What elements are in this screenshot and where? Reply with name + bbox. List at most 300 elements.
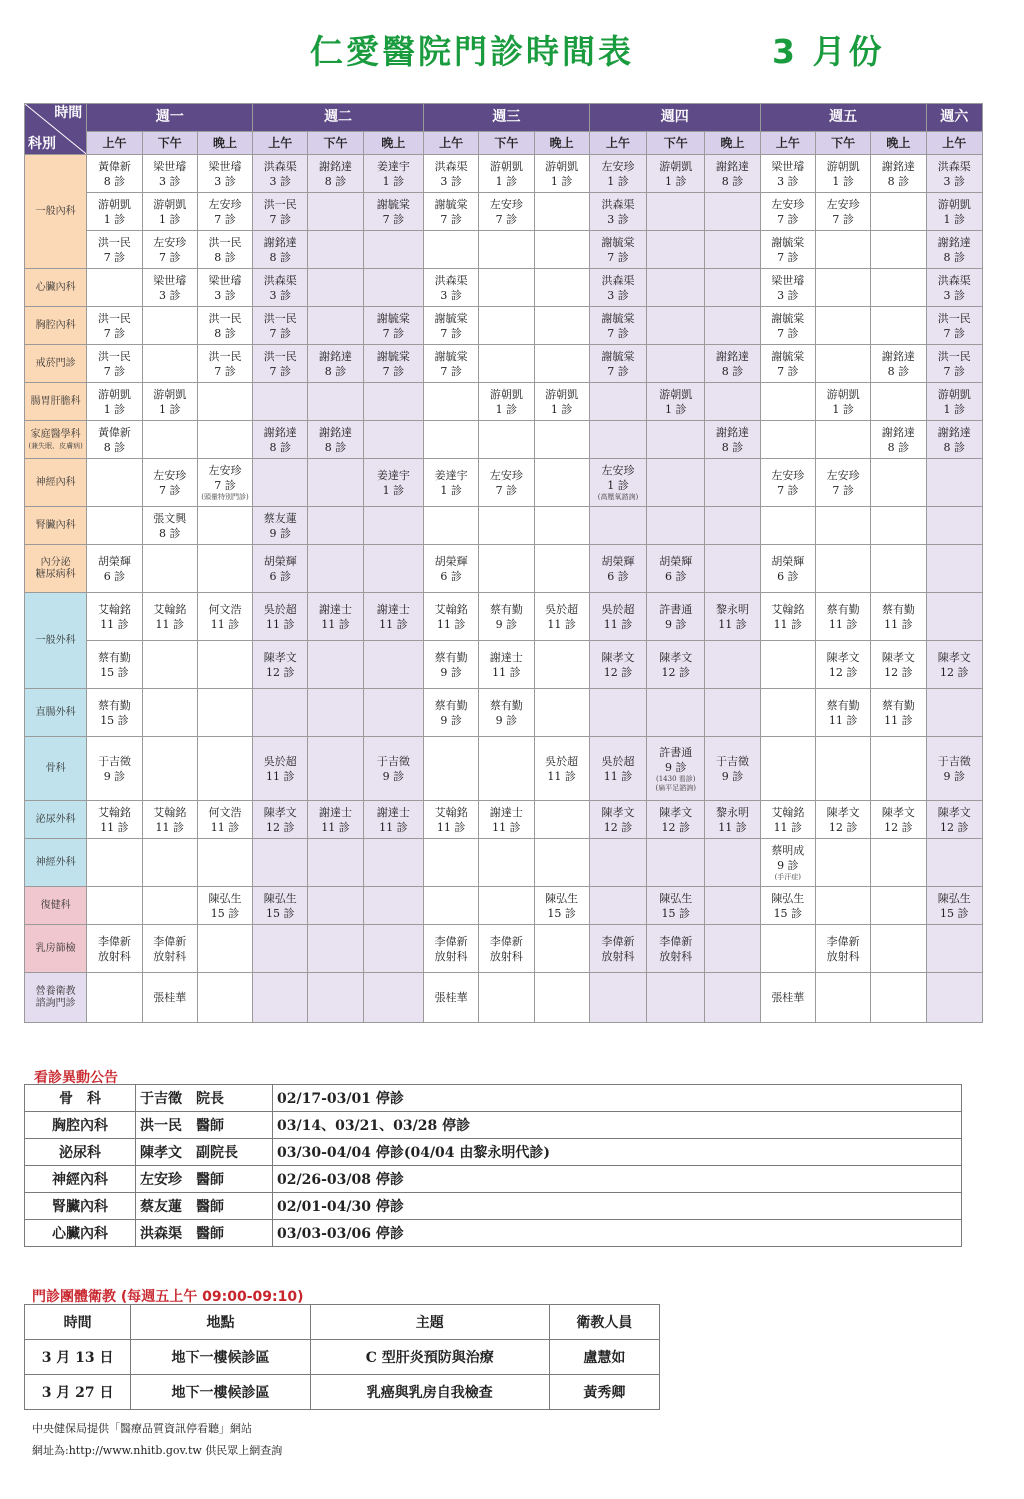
dept-label <box>25 973 87 1023</box>
slot <box>815 459 870 507</box>
slot <box>87 925 142 973</box>
doctor-name: 姜達宇 <box>376 159 410 173</box>
room-label: 1 診 <box>382 174 405 188</box>
slot <box>647 545 705 593</box>
dept-label: 腎臟內科 <box>25 507 87 545</box>
slot <box>589 459 646 507</box>
room-label: 3 診 <box>607 288 629 302</box>
session-header: 下午 <box>815 132 870 155</box>
session-header: 上午 <box>253 132 308 155</box>
slot <box>363 641 423 689</box>
slot <box>705 973 760 1023</box>
slot <box>197 839 252 887</box>
slot <box>589 737 646 801</box>
room-label: 8 診 <box>887 364 910 378</box>
table-cell: 骨 科 <box>25 1085 136 1112</box>
session-header: 晚上 <box>363 132 423 155</box>
slot <box>87 545 142 593</box>
slot <box>363 925 423 973</box>
doctor-name: 左安珍 <box>826 468 860 482</box>
slot <box>253 973 308 1023</box>
room-label: 9 診 <box>269 526 292 540</box>
doctor-name: 游朝凱 <box>659 387 693 401</box>
doctor-name: 謝銘達 <box>263 425 297 439</box>
dept-label <box>25 421 87 459</box>
room-label: 7 診 <box>269 364 292 378</box>
slot <box>479 973 534 1023</box>
notice-row <box>25 1193 962 1220</box>
room-label: 7 診 <box>214 212 236 226</box>
doctor-name: 洪森渠 <box>434 159 468 173</box>
room-label: 7 診 <box>440 326 462 340</box>
slot <box>363 231 423 269</box>
slot <box>926 689 982 737</box>
slot <box>87 155 142 193</box>
slot-note: (頭暈特別門診) <box>201 493 249 501</box>
room-label: 放射科 <box>434 949 468 963</box>
slot <box>308 689 363 737</box>
table-cell: 胸腔內科 <box>25 1112 136 1139</box>
room-label: 3 診 <box>440 288 462 302</box>
doctor-name: 陳弘生 <box>263 891 297 905</box>
room-label: 11 診 <box>603 617 633 631</box>
room-label: 3 診 <box>214 174 236 188</box>
slot <box>142 507 197 545</box>
room-label: 9 診 <box>777 859 799 872</box>
doctor-name: 洪森渠 <box>601 273 635 287</box>
slot <box>589 545 646 593</box>
room-label: 8 診 <box>269 250 292 264</box>
table-cell: 陳孝文 副院長 <box>136 1139 273 1166</box>
session-header: 下午 <box>479 132 534 155</box>
room-label: 3 診 <box>607 212 629 226</box>
slot <box>705 193 760 231</box>
slot <box>534 507 589 545</box>
slot <box>479 269 534 307</box>
slot <box>815 383 870 421</box>
room-label: 15 診 <box>773 906 803 920</box>
slot <box>363 307 423 345</box>
room-label: 8 診 <box>887 174 910 188</box>
slot <box>647 887 705 925</box>
slot <box>363 689 423 737</box>
room-label: 11 診 <box>266 769 295 783</box>
slot <box>871 737 926 801</box>
doctor-name: 陳孝文 <box>937 805 971 819</box>
slot <box>534 887 589 925</box>
doctor-name: 洪一民 <box>263 311 297 325</box>
room-label: 12 診 <box>828 665 858 679</box>
doctor-name: 艾翰銘 <box>771 602 805 616</box>
doctor-name: 左安珍 <box>601 464 635 477</box>
slot <box>87 887 142 925</box>
slot <box>705 887 760 925</box>
session-header: 晚上 <box>534 132 589 155</box>
room-label: 11 診 <box>603 769 633 783</box>
room-label: 11 診 <box>155 617 184 631</box>
slot <box>424 269 479 307</box>
room-label: 1 診 <box>607 479 629 492</box>
doctor-name: 梁世璿 <box>771 159 805 173</box>
slot <box>197 737 252 801</box>
room-label: 11 診 <box>718 617 747 631</box>
slot <box>815 925 870 973</box>
notice-row <box>25 1166 962 1193</box>
doctor-name: 陳孝文 <box>659 650 693 664</box>
room-label: 8 診 <box>103 440 126 454</box>
table-cell: 腎臟內科 <box>25 1193 136 1220</box>
doctor-name: 張桂華 <box>771 991 805 1004</box>
slot <box>647 507 705 545</box>
table-cell: 02/01-04/30 停診 <box>273 1193 962 1220</box>
slot <box>760 231 815 269</box>
slot <box>424 383 479 421</box>
session-header: 上午 <box>926 132 982 155</box>
slot <box>534 421 589 459</box>
slot <box>363 421 423 459</box>
doctor-name: 蔡有勤 <box>826 698 860 712</box>
slot <box>308 801 363 839</box>
slot <box>705 545 760 593</box>
doctor-name: 游朝凱 <box>97 197 131 211</box>
doctor-name: 內分泌 <box>40 556 71 568</box>
slot <box>815 307 870 345</box>
doctor-name: 洪一民 <box>208 311 242 325</box>
dept-label <box>25 545 87 593</box>
doctor-name: 胡榮輝 <box>771 554 805 568</box>
doctor-name: 謝銘達 <box>716 349 750 363</box>
slot <box>760 801 815 839</box>
room-label: 7 診 <box>103 364 126 378</box>
slot <box>760 689 815 737</box>
room-label: 3 診 <box>269 174 292 188</box>
slot <box>308 839 363 887</box>
doctor-name: 陳弘生 <box>771 891 805 905</box>
slot <box>363 593 423 641</box>
dept-label: 神經外科 <box>25 839 87 887</box>
slot <box>363 193 423 231</box>
doctor-name: 謝銘達 <box>716 425 750 439</box>
slot <box>760 193 815 231</box>
slot <box>647 231 705 269</box>
slot <box>253 421 308 459</box>
doctor-name: 謝銘達 <box>319 349 353 363</box>
room-label: 9 診 <box>440 665 462 679</box>
slot <box>871 193 926 231</box>
slot <box>142 689 197 737</box>
doctor-name: 左安珍 <box>208 464 242 477</box>
slot <box>479 459 534 507</box>
slot <box>871 839 926 887</box>
slot <box>424 925 479 973</box>
slot <box>363 801 423 839</box>
room-label: 8 診 <box>214 250 236 264</box>
title-main: 仁愛醫院門診時間表 <box>310 32 634 71</box>
dept-label: 神經內科 <box>25 459 87 507</box>
corner-time-label: 時間 <box>54 105 83 121</box>
doctor-name: 許書通 <box>659 602 693 616</box>
room-label: 12 診 <box>828 820 858 834</box>
doctor-name: 游朝凱 <box>489 387 523 401</box>
slot <box>253 593 308 641</box>
doctor-name: 吳於超 <box>263 602 297 616</box>
slot <box>253 801 308 839</box>
slot <box>479 421 534 459</box>
slot <box>647 973 705 1023</box>
dept-label: 戒菸門診 <box>25 345 87 383</box>
slot-note: (扁平足諮詢) <box>655 783 696 792</box>
table-cell: 于吉徵 院長 <box>136 1085 273 1112</box>
slot <box>926 887 982 925</box>
slot <box>253 737 308 801</box>
room-label: 8 診 <box>721 174 744 188</box>
table-cell: 03/30-04/04 停診(04/04 由黎永明代診) <box>273 1139 962 1166</box>
slot <box>871 307 926 345</box>
slot <box>534 689 589 737</box>
doctor-name: 吳於超 <box>601 754 635 768</box>
room-label: 11 診 <box>155 820 184 834</box>
room-label: 9 診 <box>721 769 744 783</box>
doctor-name: 蔡有勤 <box>434 650 468 664</box>
slot <box>424 307 479 345</box>
slot <box>534 925 589 973</box>
doctor-name: 梁世璿 <box>208 159 242 173</box>
doctor-name: 左安珍 <box>489 468 523 482</box>
slot <box>647 593 705 641</box>
slot <box>871 421 926 459</box>
room-label: 放射科 <box>153 949 187 963</box>
room-label: 6 診 <box>665 569 687 583</box>
room-label: 8 診 <box>324 364 347 378</box>
table-cell: 地下一樓候診區 <box>131 1340 311 1375</box>
slot <box>87 737 142 801</box>
dept-label: 乳房篩檢 <box>25 925 87 973</box>
room-label: 9 診 <box>103 769 126 783</box>
slot <box>534 155 589 193</box>
slot <box>534 545 589 593</box>
doctor-name: 陳孝文 <box>881 805 915 819</box>
room-label: 8 診 <box>269 440 292 454</box>
room-label: 12 診 <box>603 665 633 679</box>
room-label: 12 診 <box>266 665 295 679</box>
slot <box>760 545 815 593</box>
slot <box>142 459 197 507</box>
slot <box>705 925 760 973</box>
slot <box>871 887 926 925</box>
doctor-name: 梁世璿 <box>153 159 187 173</box>
slot <box>253 925 308 973</box>
slot <box>589 593 646 641</box>
slot <box>815 231 870 269</box>
slot <box>926 801 982 839</box>
slot <box>424 641 479 689</box>
slot <box>705 737 760 801</box>
doctor-name: 洪森渠 <box>601 197 635 211</box>
education-table <box>24 1304 660 1410</box>
slot <box>815 593 870 641</box>
doctor-name: 謝毓棠 <box>376 197 410 211</box>
doctor-name: 左安珍 <box>208 197 242 211</box>
doctor-name: 陳弘生 <box>937 891 971 905</box>
doctor-name: 胡榮輝 <box>659 554 693 568</box>
doctor-name: 蔡有勤 <box>97 650 131 664</box>
room-label: 8 診 <box>214 326 236 340</box>
doctor-name: 游朝凱 <box>153 387 187 401</box>
room-label: 8 診 <box>158 526 181 540</box>
room-label: 1 診 <box>943 212 965 226</box>
room-label: 15 診 <box>266 906 295 920</box>
doctor-name: 李偉新 <box>826 934 860 948</box>
slot <box>142 641 197 689</box>
doctor-name: 陳孝文 <box>659 805 693 819</box>
room-label: 7 診 <box>607 250 629 264</box>
slot <box>308 193 363 231</box>
room-label: 放射科 <box>489 949 523 963</box>
slot <box>197 545 252 593</box>
doctor-name: 謝達士 <box>489 805 523 819</box>
doctor-name: 何文浩 <box>208 805 242 819</box>
room-label: 9 診 <box>495 713 518 727</box>
slot <box>424 421 479 459</box>
slot <box>815 973 870 1023</box>
doctor-name: 左安珍 <box>153 235 187 249</box>
doctor-name: 游朝凱 <box>545 159 579 173</box>
slot <box>308 345 363 383</box>
slot <box>479 545 534 593</box>
slot <box>479 641 534 689</box>
doctor-name: 艾翰銘 <box>97 602 131 616</box>
doctor-name: 蔡有勤 <box>826 602 860 616</box>
slot <box>534 737 589 801</box>
slot <box>926 641 982 689</box>
room-label: 12 診 <box>940 820 969 834</box>
room-label: 9 診 <box>495 617 518 631</box>
room-label: 3 診 <box>214 288 236 302</box>
slot <box>424 231 479 269</box>
slot <box>647 459 705 507</box>
slot <box>871 459 926 507</box>
slot <box>926 545 982 593</box>
slot <box>308 545 363 593</box>
table-cell: 3 月 27 日 <box>25 1375 131 1410</box>
room-label: 7 診 <box>214 364 236 378</box>
doctor-name: 黎永明 <box>716 805 750 819</box>
doctor-name: 營養衛教 <box>35 985 76 997</box>
room-label: 7 診 <box>382 364 405 378</box>
session-header: 上午 <box>87 132 142 155</box>
doctor-name: 左安珍 <box>153 468 187 482</box>
room-label: 11 診 <box>210 820 240 834</box>
room-label: 7 診 <box>777 483 799 497</box>
doctor-name: 游朝凱 <box>659 159 693 173</box>
room-label: 1 診 <box>943 402 965 416</box>
room-label: 11 診 <box>492 665 521 679</box>
doctor-name: 謝毓棠 <box>601 235 635 249</box>
title-month: 3 月份 <box>772 32 885 71</box>
slot <box>534 593 589 641</box>
slot <box>142 421 197 459</box>
room-label: 8 診 <box>721 440 744 454</box>
slot <box>253 383 308 421</box>
slot <box>926 507 982 545</box>
dept-label: 泌尿外科 <box>25 801 87 839</box>
doctor-name: 游朝凱 <box>97 387 131 401</box>
slot <box>647 155 705 193</box>
slot <box>815 193 870 231</box>
slot <box>871 345 926 383</box>
slot <box>253 345 308 383</box>
table-cell: 衛教人員 <box>549 1305 659 1340</box>
slot <box>871 973 926 1023</box>
slot <box>197 155 252 193</box>
room-label: 11 診 <box>773 617 803 631</box>
doctor-name: 張桂華 <box>153 991 187 1004</box>
room-label: 8 診 <box>103 174 126 188</box>
doctor-name: 洪一民 <box>97 235 131 249</box>
doctor-name: 左安珍 <box>489 197 523 211</box>
room-label: 7 診 <box>214 479 236 492</box>
doctor-name: 洪一民 <box>937 311 971 325</box>
doctor-name: 洪一民 <box>208 349 242 363</box>
room-label: 1 診 <box>382 483 405 497</box>
slot <box>424 155 479 193</box>
slot <box>815 545 870 593</box>
doctor-name: 謝毓棠 <box>376 311 410 325</box>
table-cell: 乳癌與乳房自我檢查 <box>310 1375 549 1410</box>
education-header-row <box>25 1305 660 1340</box>
day-header-thu: 週四 <box>589 104 760 132</box>
slot <box>871 383 926 421</box>
slot <box>363 459 423 507</box>
room-label: 7 診 <box>103 326 126 340</box>
slot <box>308 421 363 459</box>
doctor-name: 陳孝文 <box>881 650 915 664</box>
doctor-name: 謝銘達 <box>881 425 915 439</box>
doctor-name: 蔡有勤 <box>881 602 915 616</box>
room-label: 11 診 <box>100 820 129 834</box>
doctor-name: 洪一民 <box>97 349 131 363</box>
slot <box>871 545 926 593</box>
slot <box>142 545 197 593</box>
room-label: 11 診 <box>100 617 129 631</box>
doctor-name: 家庭醫學科 <box>30 428 81 440</box>
doctor-name: 洪一民 <box>937 349 971 363</box>
education-row <box>25 1375 660 1410</box>
room-label: 7 診 <box>777 326 799 340</box>
slot <box>647 269 705 307</box>
slot <box>760 269 815 307</box>
slot <box>197 383 252 421</box>
room-label: 8 診 <box>943 440 965 454</box>
slot <box>479 345 534 383</box>
slot <box>87 231 142 269</box>
slot <box>142 345 197 383</box>
slot <box>589 269 646 307</box>
room-label: 15 診 <box>100 665 129 679</box>
slot <box>142 307 197 345</box>
session-header: 上午 <box>589 132 646 155</box>
slot <box>142 973 197 1023</box>
slot <box>479 737 534 801</box>
slot <box>589 689 646 737</box>
doctor-name: 謝銘達 <box>319 159 353 173</box>
slot <box>363 887 423 925</box>
room-label: 3 診 <box>158 288 181 302</box>
doctor-name: 蔡有勤 <box>97 698 131 712</box>
slot <box>197 801 252 839</box>
slot <box>308 887 363 925</box>
session-header: 晚上 <box>871 132 926 155</box>
